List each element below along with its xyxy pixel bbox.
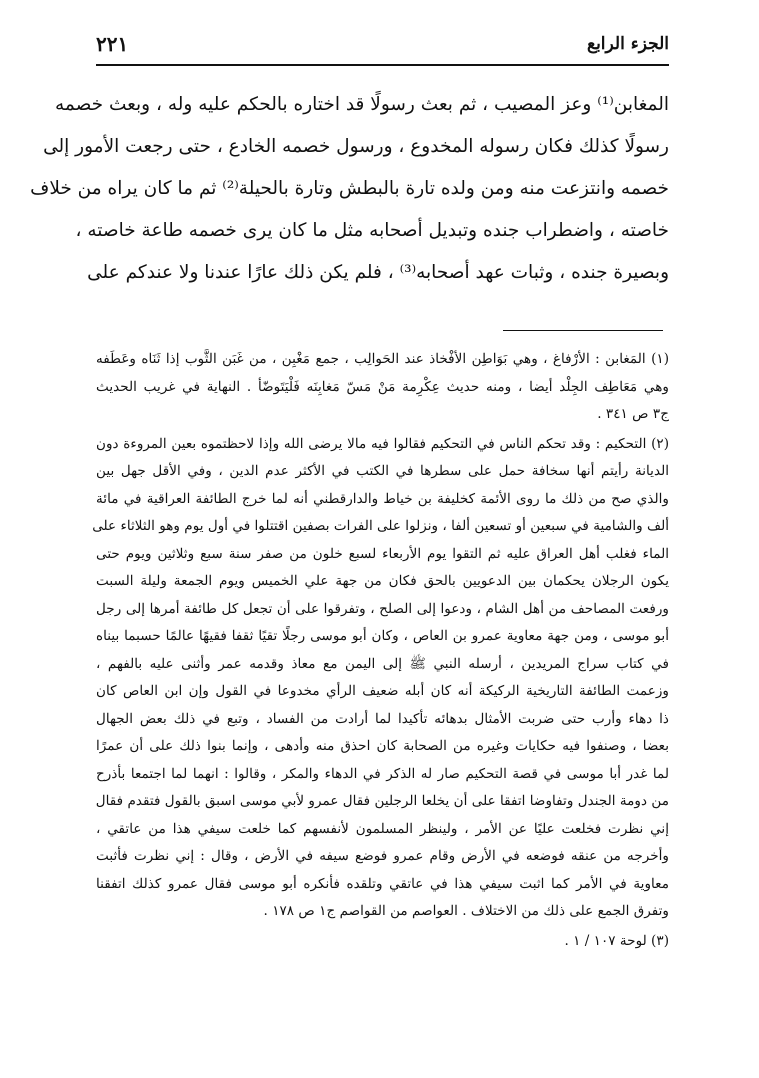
footnote-line: (١) المَغابن : الأرْفاغ ، وهي بَوَاطِن الأفْخاذ عند الحَوالِب ، جمع مَغْبِن ، من غَبَن الثَّوب إذا ثَنَاه وعَطَفه (96, 351, 669, 367)
page-number: ٢٢١ (96, 32, 129, 56)
main-text-line: المغابن⁽¹⁾ وعز المصيب ، ثم بعث رسولًا قد اختاره بالحكم عليه وله ، وبعث خصمه (54, 94, 669, 115)
footnote-2 (92, 431, 669, 926)
footnote-line: أبو موسى ، ومن جهة معاوية عمرو بن العاص ، وكان أبو موسى رجلًا تقيًا ثقفا فقيهًا عالمًا حسبما بيناه (96, 628, 669, 644)
footnotes (92, 346, 669, 957)
footnote-line: في كتاب سراج المريدين ، أرسله النبي ﷺ إلى اليمن مع معاذ وقدمه عمر وأثنى عليه بالفهم ، (96, 655, 669, 672)
main-text-line: رسولًا كذلك فكان رسوله المخدوع ، ورسول خصمه الخادع ، حتى رجعت الأمور إلى (43, 136, 669, 157)
footnote-separator (503, 330, 663, 331)
footnote-line: ورفعت المصاحف من أهل الشام ، ودعوا إلى الصلح ، وتفرقوا على أن تجعل كل طائفة أمرها إلى رجل (96, 600, 669, 617)
footnote-line: من دومة الجندل وتفاوضا اتفقا على أن يخلعا الرجلين فقال عمرو لأبي موسى اسبق بالقول فتقدم فقال (95, 793, 669, 809)
main-text-line: خاصته ، واضطراب جنده وتبديل أصحابه مثل ما كان يرى خصمه طاعة خاصته ، (75, 220, 669, 241)
footnote-line: ألف والشامية في سبعين أو تسعين ألفا ، ونزلوا على الفرات بصفين اقتتلوا في أول يوم وهو الثلاثاء على (92, 518, 669, 534)
header-rule (96, 64, 669, 66)
footnote-line: (٢) التحكيم : وقد تحكم الناس في التحكيم فقالوا فيه مالا يرضى الله وإذا لاحظتموه بعين المروءة دون (96, 435, 669, 452)
footnote-line: وأخرجه من عنقه فوضعه في الأرض وقام عمرو فوضع سيفه في الأرض ، وقال : إني نظرت فأثبت (96, 848, 669, 864)
footnote-line: بعضا ، وصنفوا فيه حكايات وغيره من الصحابة كان احذق منه وأدهى ، وإنما بنوا ذلك على أن عمرًا (96, 738, 669, 754)
footnote-1 (96, 346, 669, 429)
main-text (30, 84, 669, 294)
footnote-line: ذا دهاء وأرب حتى ضربت الأمثال بدهائه تأكيدا لما أرادت من الفساد ، وتبع في ذلك بعض الجهال (96, 710, 669, 727)
footnote-line: إني نظرت فخلعت عليًا عن الأمر ، ولينظر المسلمون لأنفسهم كما خلعت سيفي هذا من عاتقي ، (96, 820, 669, 837)
footnote-line: (٣) لوحة ١٠٧ / ١ . (564, 932, 669, 949)
page-header (96, 30, 669, 60)
footnote-line: لما غدر أبا موسى في قصة التحكيم صار له الذكر في الدهاء والمكر ، وقالوا : انهما لما اجتمعا بأذرح (96, 765, 669, 782)
footnote-line: معاوية في الأمر كما اثبت سيفي هذا في عاتقي وتلقده فأنكره أبو موسى فقال عمرو كذلك اتفقنا (96, 875, 669, 892)
footnote-line: وتفرق الجمع على ذلك من الاختلاف . العواصم من القواصم ج١ ص ١٧٨ . (263, 903, 669, 919)
footnote-line: يكون الرجلان يحكمان بين الدعويين بالحق فكان من جهة علي الخميس ويوم الجمعة وليلة السبت (96, 573, 669, 589)
footnote-line: ج٣ ص ٣٤١ . (597, 406, 669, 422)
footnote-line: وهي مَعَاطِف الجِلْد أيضا ، ومنه حديث عِكْرِمة مَنْ مَسّ مَغابِنَه فَلْيَتَوضّأ . النهاية في غريب الحديث (96, 378, 669, 395)
footnote-line: الديانة رأيتم أنها سخافة حمل على سطرها في الكتب في الأكثر عدم الدين ، وفي الأقل جهل بين (96, 463, 669, 479)
main-text-line: خصمه وانتزعت منه ومن ولده تارة بالبطش وتارة بالحيلة⁽²⁾ ثم ما كان يراه من خلاف (30, 178, 669, 199)
footnote-3 (96, 928, 669, 956)
running-title: الجزء الرابع (587, 34, 669, 54)
main-text-line: وبصيرة جنده ، وثبات عهد أصحابه⁽³⁾ ، فلم يكن ذلك عارًا عندنا ولا عندكم على (87, 262, 669, 283)
footnote-line: والذي صح من ذلك ما روى الأئمة كخليفة بن خياط والدارقطني أنه لما خرج الطائفة العراقية في مائة (96, 490, 669, 507)
footnote-line: الماء فغلب أهل العراق عليه ثم التقوا يوم الأربعاء لسبع خلون من صفر سنة سبع وثلاثين ويوم حتى (96, 545, 669, 562)
footnote-line: وزعمت الطائفة التاريخية الركيكة أنه كان أبله ضعيف الرأي مخدوعا في القول وإن ابن العاص كان (96, 683, 669, 699)
